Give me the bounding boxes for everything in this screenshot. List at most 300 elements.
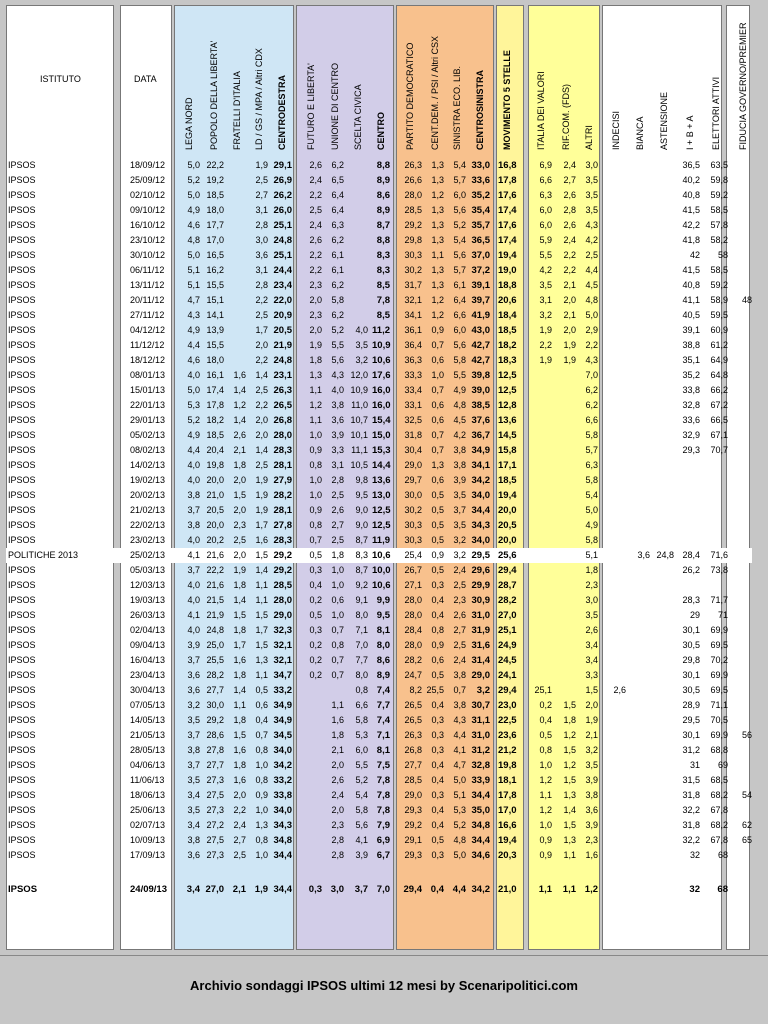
cell-centro: 10,6 — [372, 550, 391, 561]
cell-pd: 29,7 — [404, 475, 422, 485]
cell-udc: 2,0 — [331, 805, 344, 815]
cell-udc: 5,8 — [331, 295, 344, 305]
cell-fli: 1,2 — [309, 400, 322, 410]
cell-altri: 3,0 — [585, 595, 598, 605]
header-ast: ASTENSIONE — [659, 91, 669, 150]
cell-iba: 41,8 — [682, 235, 700, 245]
cell-sel: 6,1 — [453, 280, 466, 290]
cell-pdl: 27,7 — [206, 685, 224, 695]
cell-m5s: 25,1 — [498, 625, 517, 636]
cell-cd: 1,3 — [431, 175, 444, 185]
cell-altri: 5,8 — [585, 430, 598, 440]
cell-cdx: 34,3 — [273, 820, 292, 831]
table-row — [0, 398, 768, 413]
cell-m5s: 19,4 — [498, 835, 517, 846]
cell-sc: 9,8 — [355, 475, 368, 485]
cell-cd: 0,4 — [431, 805, 444, 815]
cell-ld: 1,1 — [255, 580, 268, 590]
cell-ln: 3,8 — [187, 520, 200, 530]
cell-cdx: 28,0 — [273, 430, 292, 441]
cell-istituto: IPSOS — [8, 340, 36, 350]
cell-udc: 1,6 — [331, 715, 344, 725]
cell-pdl: 20,5 — [206, 505, 224, 515]
cell-m5s: 12,8 — [498, 400, 517, 411]
cell-istituto: IPSOS — [8, 175, 36, 185]
cell-m5s: 18,2 — [498, 340, 517, 351]
cell-ea: 70,2 — [710, 655, 728, 665]
cell-centro: 7,0 — [376, 884, 390, 895]
cell-istituto: IPSOS — [8, 160, 36, 170]
cell-centro: 8,0 — [376, 640, 390, 651]
cell-sel: 2,5 — [453, 640, 466, 650]
cell-csx: 31,1 — [471, 715, 490, 726]
cell-m5s: 21,2 — [498, 745, 517, 756]
cell-ea: 69,9 — [710, 730, 728, 740]
cell-ln: 3,4 — [186, 884, 200, 895]
cell-sel: 4,1 — [453, 745, 466, 755]
table-row — [0, 563, 768, 578]
cell-data: 23/04/13 — [130, 670, 166, 680]
cell-iba: 29,5 — [682, 715, 700, 725]
cell-istituto: IPSOS — [8, 640, 36, 650]
cell-cd: 0,8 — [431, 625, 444, 635]
cell-ln: 3,8 — [187, 745, 200, 755]
cell-ea: 71,6 — [710, 550, 728, 560]
cell-csx: 42,7 — [471, 355, 490, 366]
cell-istituto: IPSOS — [8, 565, 36, 575]
cell-idv: 1,0 — [539, 760, 552, 770]
cell-csx: 3,2 — [476, 685, 490, 696]
cell-sc: 10,7 — [350, 415, 368, 425]
table-row — [0, 293, 768, 308]
cell-cdx: 26,5 — [273, 400, 292, 411]
cell-istituto: IPSOS — [8, 370, 36, 380]
cell-m5s: 27,0 — [498, 610, 517, 621]
cell-fli: 1,1 — [309, 385, 322, 395]
cell-iba: 40,8 — [682, 280, 700, 290]
cell-pdl: 24,8 — [206, 625, 224, 635]
cell-rc: 1,2 — [563, 730, 576, 740]
cell-pdl: 27,5 — [206, 790, 224, 800]
cell-idv: 1,1 — [539, 790, 552, 800]
cell-altri: 6,3 — [585, 460, 598, 470]
cell-udc: 1,1 — [331, 700, 344, 710]
cell-rc: 2,8 — [563, 205, 576, 215]
cell-rc: 1,8 — [563, 715, 576, 725]
cell-cd: 0,3 — [431, 715, 444, 725]
cell-cd: 0,7 — [431, 385, 444, 395]
cell-pdl: 20,2 — [206, 535, 224, 545]
cell-sel: 5,7 — [453, 265, 466, 275]
cell-data: 08/02/13 — [130, 445, 166, 455]
cell-cd: 0,3 — [431, 745, 444, 755]
cell-pd: 28,2 — [404, 655, 422, 665]
cell-ld: 3,1 — [255, 205, 268, 215]
cell-rc: 1,3 — [563, 790, 576, 800]
cell-iba: 32,2 — [682, 835, 700, 845]
cell-idv: 1,0 — [539, 820, 552, 830]
cell-centro: 8,5 — [376, 280, 390, 291]
cell-udc: 2,6 — [331, 775, 344, 785]
cell-ea: 71 — [717, 610, 728, 620]
table-row — [0, 428, 768, 443]
header-pd: PARTITO DEMOCRATICO — [405, 42, 415, 150]
cell-ea: 69,9 — [710, 670, 728, 680]
table-row — [0, 803, 768, 818]
cell-cdx: 34,5 — [273, 730, 292, 741]
cell-pdl: 21,9 — [206, 610, 224, 620]
cell-altri: 1,6 — [585, 850, 598, 860]
cell-data: 02/07/13 — [130, 820, 166, 830]
cell-fdi: 2,0 — [233, 790, 246, 800]
cell-pdl: 14,1 — [206, 310, 224, 320]
cell-udc: 2,8 — [331, 475, 344, 485]
header-ea: ELETTORI ATTIVI — [711, 76, 721, 150]
cell-pd: 32,1 — [404, 295, 422, 305]
cell-altri: 3,8 — [585, 790, 598, 800]
cell-sc: 3,2 — [355, 355, 368, 365]
cell-pd: 28,4 — [404, 625, 422, 635]
cell-idv: 3,5 — [539, 280, 552, 290]
cell-iba: 29,3 — [682, 445, 700, 455]
cell-istituto: IPSOS — [8, 655, 36, 665]
cell-data: 09/04/13 — [130, 640, 166, 650]
cell-m5s: 17,6 — [498, 190, 517, 201]
cell-sel: 3,5 — [453, 490, 466, 500]
cell-ln: 4,9 — [187, 430, 200, 440]
cell-data: 10/09/13 — [130, 835, 166, 845]
cell-istituto: IPSOS — [8, 790, 36, 800]
cell-cdx: 32,1 — [273, 640, 292, 651]
cell-altri: 6,2 — [585, 385, 598, 395]
header-sc: SCELTA CIVICA — [353, 84, 363, 150]
cell-rc: 2,6 — [563, 220, 576, 230]
cell-cd: 0,7 — [431, 430, 444, 440]
cell-cdx: 23,1 — [273, 370, 292, 381]
cell-pdl: 17,4 — [206, 385, 224, 395]
cell-cd: 0,4 — [431, 775, 444, 785]
cell-iba: 40,2 — [682, 175, 700, 185]
cell-centro: 17,6 — [372, 370, 391, 381]
cell-ea: 61,2 — [710, 340, 728, 350]
cell-cdx: 34,0 — [273, 745, 292, 756]
cell-data: 08/01/13 — [130, 370, 166, 380]
table-row — [0, 758, 768, 773]
cell-ln: 4,0 — [187, 580, 200, 590]
cell-m5s: 18,1 — [498, 775, 517, 786]
header-ld: LD / GS / MPA / Altri CDX — [254, 48, 264, 150]
cell-ea: 71,7 — [710, 595, 728, 605]
cell-ln: 5,2 — [187, 415, 200, 425]
cell-fdi: 2,7 — [233, 835, 246, 845]
cell-ea: 58,2 — [710, 235, 728, 245]
cell-ln: 4,6 — [187, 355, 200, 365]
cell-pd: 25,4 — [404, 550, 422, 560]
cell-ln: 3,4 — [187, 820, 200, 830]
cell-iba: 28,9 — [682, 700, 700, 710]
cell-idv: 6,0 — [539, 205, 552, 215]
cell-sel: 4,8 — [453, 400, 466, 410]
cell-csx: 42,7 — [471, 340, 490, 351]
cell-pdl: 21,0 — [206, 490, 224, 500]
cell-sc: 11,1 — [351, 445, 368, 455]
cell-sel: 5,2 — [453, 220, 466, 230]
cell-ld: 0,9 — [255, 790, 268, 800]
table-row — [0, 638, 768, 653]
cell-iba: 41,1 — [682, 295, 700, 305]
cell-m5s: 19,4 — [498, 250, 517, 261]
cell-idv: 2,2 — [539, 340, 552, 350]
cell-pd: 30,3 — [404, 520, 422, 530]
cell-fdi: 1,1 — [233, 700, 246, 710]
table-row — [0, 773, 768, 788]
cell-m5s: 17,6 — [498, 220, 517, 231]
cell-idv: 6,3 — [539, 190, 552, 200]
table-row — [0, 218, 768, 233]
cell-pdl: 19,2 — [206, 175, 224, 185]
cell-cd: 0,9 — [431, 640, 444, 650]
cell-fli: 0,3 — [309, 625, 322, 635]
cell-cd: 0,6 — [431, 415, 444, 425]
cell-data: 18/09/12 — [130, 160, 166, 170]
cell-pd: 29,3 — [404, 850, 422, 860]
cell-istituto: IPSOS — [8, 805, 36, 815]
cell-fdi: 2,5 — [233, 850, 246, 860]
cell-ea: 68 — [717, 850, 728, 860]
cell-udc: 0,7 — [331, 655, 344, 665]
cell-fli: 2,6 — [309, 235, 322, 245]
table-row — [0, 368, 768, 383]
cell-m5s: 20,6 — [498, 295, 517, 306]
cell-m5s: 19,0 — [498, 265, 517, 276]
cell-istituto: IPSOS — [8, 850, 36, 860]
cell-ea: 67,8 — [710, 835, 728, 845]
cell-ln: 4,0 — [187, 370, 200, 380]
table-row — [0, 713, 768, 728]
cell-cdx: 32,1 — [273, 655, 292, 666]
cell-idv: 5,5 — [539, 250, 552, 260]
cell-sc: 5,8 — [355, 805, 368, 815]
cell-ln: 3,2 — [187, 700, 200, 710]
cell-altri: 3,2 — [585, 745, 598, 755]
cell-istituto: IPSOS — [8, 610, 36, 620]
cell-cd: 0,5 — [431, 505, 444, 515]
cell-ld: 2,2 — [255, 355, 268, 365]
table-row — [0, 173, 768, 188]
cell-pd: 29,0 — [404, 460, 422, 470]
cell-pd: 29,0 — [404, 790, 422, 800]
cell-ld: 1,3 — [255, 820, 268, 830]
cell-altri: 4,2 — [585, 235, 598, 245]
cell-pdl: 28,6 — [206, 730, 224, 740]
cell-sel: 3,8 — [453, 445, 466, 455]
cell-csx: 31,4 — [471, 655, 490, 666]
cell-pd: 34,1 — [404, 310, 422, 320]
cell-iba: 33,8 — [682, 385, 700, 395]
cell-ld: 2,8 — [255, 220, 268, 230]
cell-fdi: 1,8 — [233, 760, 246, 770]
cell-sel: 2,7 — [453, 625, 466, 635]
cell-ld: 0,7 — [255, 730, 268, 740]
cell-centro: 9,5 — [376, 610, 390, 621]
cell-ld: 1,7 — [255, 520, 268, 530]
table-row — [0, 683, 768, 698]
header-fli: FUTURO E LIBERTA' — [306, 63, 316, 150]
cell-m5s: 28,2 — [498, 595, 517, 606]
cell-altri: 5,4 — [585, 490, 598, 500]
cell-ea: 67,8 — [710, 805, 728, 815]
cell-centro: 7,8 — [376, 295, 390, 306]
cell-sel: 6,0 — [453, 190, 466, 200]
cell-cd: 0,3 — [431, 850, 444, 860]
cell-udc: 3,3 — [331, 445, 344, 455]
cell-csx: 29,9 — [471, 580, 490, 591]
cell-csx: 33,9 — [471, 775, 490, 786]
cell-ast: 24,8 — [656, 550, 674, 560]
cell-pd: 33,4 — [404, 385, 422, 395]
cell-istituto: IPSOS — [8, 445, 36, 455]
cell-ld: 0,6 — [255, 700, 268, 710]
table-row — [0, 488, 768, 503]
cell-cdx: 26,2 — [273, 190, 292, 201]
cell-csx: 34,3 — [471, 520, 490, 531]
cell-centro: 8,9 — [376, 175, 390, 186]
cell-udc: 1,8 — [331, 550, 344, 560]
table-row — [0, 203, 768, 218]
cell-ln: 4,3 — [187, 310, 200, 320]
header-fdi: FRATELLI D'ITALIA — [232, 71, 242, 150]
cell-udc: 2,1 — [331, 745, 344, 755]
cell-rc: 1,3 — [563, 835, 576, 845]
header-cd: CENT.DEM. / PSI / Altri CSX — [430, 35, 440, 150]
table-row — [0, 308, 768, 323]
cell-csx: 31,9 — [471, 625, 490, 636]
cell-pd: 8,2 — [409, 685, 422, 695]
cell-data: 16/10/12 — [130, 220, 166, 230]
cell-idv: 3,1 — [539, 295, 552, 305]
cell-udc: 6,2 — [331, 235, 344, 245]
cell-udc: 1,0 — [331, 580, 344, 590]
cell-m5s: 21,0 — [498, 884, 517, 895]
cell-sc: 8,3 — [355, 550, 368, 560]
cell-ld: 2,5 — [255, 385, 268, 395]
cell-ld: 2,5 — [255, 460, 268, 470]
cell-udc: 5,6 — [331, 355, 344, 365]
header-bia: BIANCA — [635, 116, 645, 150]
cell-fid: 54 — [741, 790, 752, 800]
cell-fli: 2,5 — [309, 205, 322, 215]
header-centro: CENTRO — [376, 112, 386, 150]
cell-iba: 32,9 — [682, 430, 700, 440]
cell-cdx: 22,0 — [273, 295, 292, 306]
header-fid: FIDUCIA GOVERNO/PREMIER — [738, 22, 748, 150]
cell-udc: 1,8 — [331, 730, 344, 740]
cell-ln: 5,0 — [187, 385, 200, 395]
cell-csx: 31,0 — [471, 610, 490, 621]
cell-sc: 10,9 — [350, 385, 368, 395]
cell-ea: 58,9 — [710, 295, 728, 305]
cell-centro: 8,3 — [376, 250, 390, 261]
cell-sc: 10,5 — [350, 460, 368, 470]
cell-csx: 30,7 — [471, 700, 490, 711]
cell-istituto: IPSOS — [8, 190, 36, 200]
cell-ln: 3,4 — [187, 790, 200, 800]
cell-altri: 6,6 — [585, 415, 598, 425]
cell-cd: 0,6 — [431, 400, 444, 410]
cell-altri: 7,0 — [585, 370, 598, 380]
cell-pd: 36,3 — [404, 355, 422, 365]
cell-sc: 3,7 — [354, 884, 368, 895]
cell-sel: 5,6 — [453, 250, 466, 260]
cell-istituto: IPSOS — [8, 700, 36, 710]
cell-pd: 26,6 — [404, 175, 422, 185]
cell-fid: 56 — [741, 730, 752, 740]
cell-data: 30/10/12 — [130, 250, 166, 260]
cell-sc: 4,0 — [355, 325, 368, 335]
header-idv: ITALIA DEI VALORI — [536, 71, 546, 150]
cell-m5s: 17,8 — [498, 790, 517, 801]
cell-centro: 6,9 — [376, 835, 390, 846]
cell-cd: 1,3 — [431, 235, 444, 245]
cell-ld: 1,4 — [255, 445, 268, 455]
cell-altri: 4,9 — [585, 520, 598, 530]
cell-ea: 59,2 — [710, 190, 728, 200]
cell-iba: 32 — [689, 850, 700, 860]
cell-centro: 15,4 — [372, 415, 391, 426]
cell-data: 22/01/13 — [130, 400, 166, 410]
cell-data: 02/04/13 — [130, 625, 166, 635]
cell-ld: 2,8 — [255, 280, 268, 290]
cell-sc: 4,1 — [355, 835, 368, 845]
cell-pd: 26,7 — [404, 565, 422, 575]
cell-idv: 0,2 — [539, 700, 552, 710]
cell-ld: 3,6 — [255, 250, 268, 260]
cell-ea: 68,8 — [710, 745, 728, 755]
cell-rc: 2,2 — [563, 265, 576, 275]
cell-istituto: IPSOS — [8, 775, 36, 785]
cell-pd: 29,2 — [404, 820, 422, 830]
cell-centro: 11,9 — [372, 535, 390, 546]
cell-udc: 5,5 — [331, 340, 344, 350]
cell-pd: 28,0 — [404, 190, 422, 200]
cell-pd: 36,4 — [404, 340, 422, 350]
cell-centro: 15,0 — [372, 430, 391, 441]
cell-cd: 0,5 — [431, 565, 444, 575]
cell-m5s: 19,8 — [498, 760, 517, 771]
cell-bia: 3,6 — [637, 550, 650, 560]
cell-fdi: 1,9 — [233, 565, 246, 575]
header-data: DATA — [134, 74, 157, 84]
cell-pd: 31,8 — [404, 430, 422, 440]
cell-fid: 65 — [741, 835, 752, 845]
cell-cdx: 26,9 — [273, 175, 292, 186]
cell-cd: 0,3 — [431, 580, 444, 590]
cell-pdl: 27,3 — [206, 850, 224, 860]
cell-udc: 2,3 — [331, 820, 344, 830]
cell-altri: 2,5 — [585, 250, 598, 260]
cell-rc: 2,0 — [563, 295, 576, 305]
cell-sc: 3,9 — [355, 850, 368, 860]
cell-csx: 34,1 — [471, 460, 490, 471]
cell-udc: 3,9 — [331, 430, 344, 440]
cell-cd: 1,2 — [431, 295, 444, 305]
table-row — [6, 548, 752, 563]
cell-cdx: 28,5 — [273, 580, 292, 591]
cell-fdi: 1,4 — [233, 415, 246, 425]
cell-pd: 26,8 — [404, 745, 422, 755]
cell-iba: 41,5 — [682, 265, 700, 275]
cell-cd: 0,5 — [431, 535, 444, 545]
